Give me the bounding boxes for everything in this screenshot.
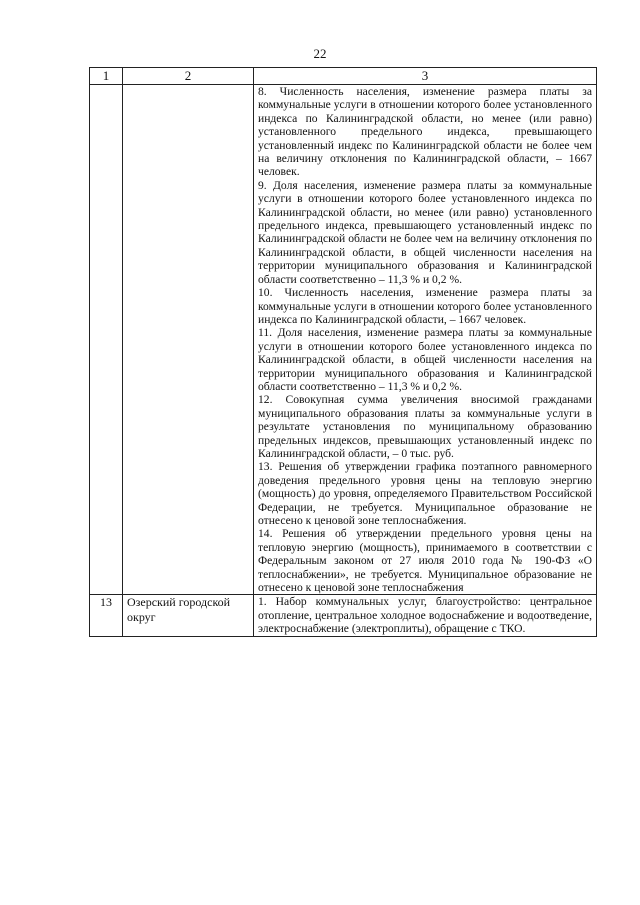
column-header-3: 3: [254, 68, 597, 85]
paragraph-14: 14. Решения об утверждении предельного уровня цены на тепловую энергию (мощность), принимаемого в соответствии с Федеральным законом от 27 июля 2010 года № 190-ФЗ «О теплоснабжении», не требуется. Муниципальное образование не отнесено к ценовой зоне теплоснабжения: [258, 527, 592, 595]
table-row-13: [90, 595, 597, 636]
municipality-name: Озерский городской округ: [123, 595, 254, 636]
table-row-continued: [90, 85, 597, 595]
paragraph-10: 10. Численность населения, изменение размера платы за коммунальные услуги в отношении которого более установленного индекса по Калининградской области, – 1667 человек.: [258, 286, 592, 326]
row-content-cell: [254, 85, 597, 595]
column-header-1: 1: [90, 68, 123, 85]
paragraph-12: 12. Совокупная сумма увеличения вносимой гражданами муниципального образования платы за коммунальные услуги в результате установления по муниципальному образованию предельных индексов, превышающих установленный индекс по Калининградской области, – 0 тыс. руб.: [258, 393, 592, 460]
row-name-cell-empty: [123, 85, 254, 595]
document-table: [89, 67, 597, 637]
paragraph-1: 1. Набор коммунальных услуг, благоустройство: центральное отопление, центральное холодное водоснабжение и водоотведение, электроснабжение (электроплиты), обращение с ТКО.: [258, 595, 592, 636]
page-number: 22: [313, 46, 327, 61]
paragraph-11: 11. Доля населения, изменение размера платы за коммунальные услуги в отношении которого более установленного индекса по Калининградской области, в общей численности населения на территории муниципального образования и Калининградской области соответственно – 11,3 % и 0,2 %.: [258, 326, 592, 393]
row-content-cell: [254, 595, 597, 636]
row-number-cell-empty: [90, 85, 123, 595]
paragraph-9: 9. Доля населения, изменение размера платы за коммунальные услуги в отношении которого более установленного индекса по Калининградской области, но менее (или равно) установленного предельного индекса, превышающего установленный индекс по Калининградской области не более чем на величину отклонения по Калининградской области, в общей численности населения на территории муниципального образования и Калининградской области соответственно – 11,3 % и 0,2 %.: [258, 178, 592, 286]
row-number: 13: [90, 595, 123, 636]
paragraph-8: 8. Численность населения, изменение размера платы за коммунальные услуги в отношении которого более установленного индекса по Калининградской области, но менее (или равно) установленного предельного индекса, превышающего установленный индекс по Калининградской области не более чем на величину отклонения по Калининградской области, – 1667 человек.: [258, 85, 592, 179]
table-header-row: [90, 68, 597, 85]
paragraph-13: 13. Решения об утверждении графика поэтапного равномерного доведения предельного уровня цены на тепловую энергию (мощность) до уровня, определяемого Правительством Российской Федерации, не требуется. Муниципальное образование не отнесено к ценовой зоне теплоснабжения.: [258, 460, 592, 527]
column-header-2: 2: [123, 68, 254, 85]
